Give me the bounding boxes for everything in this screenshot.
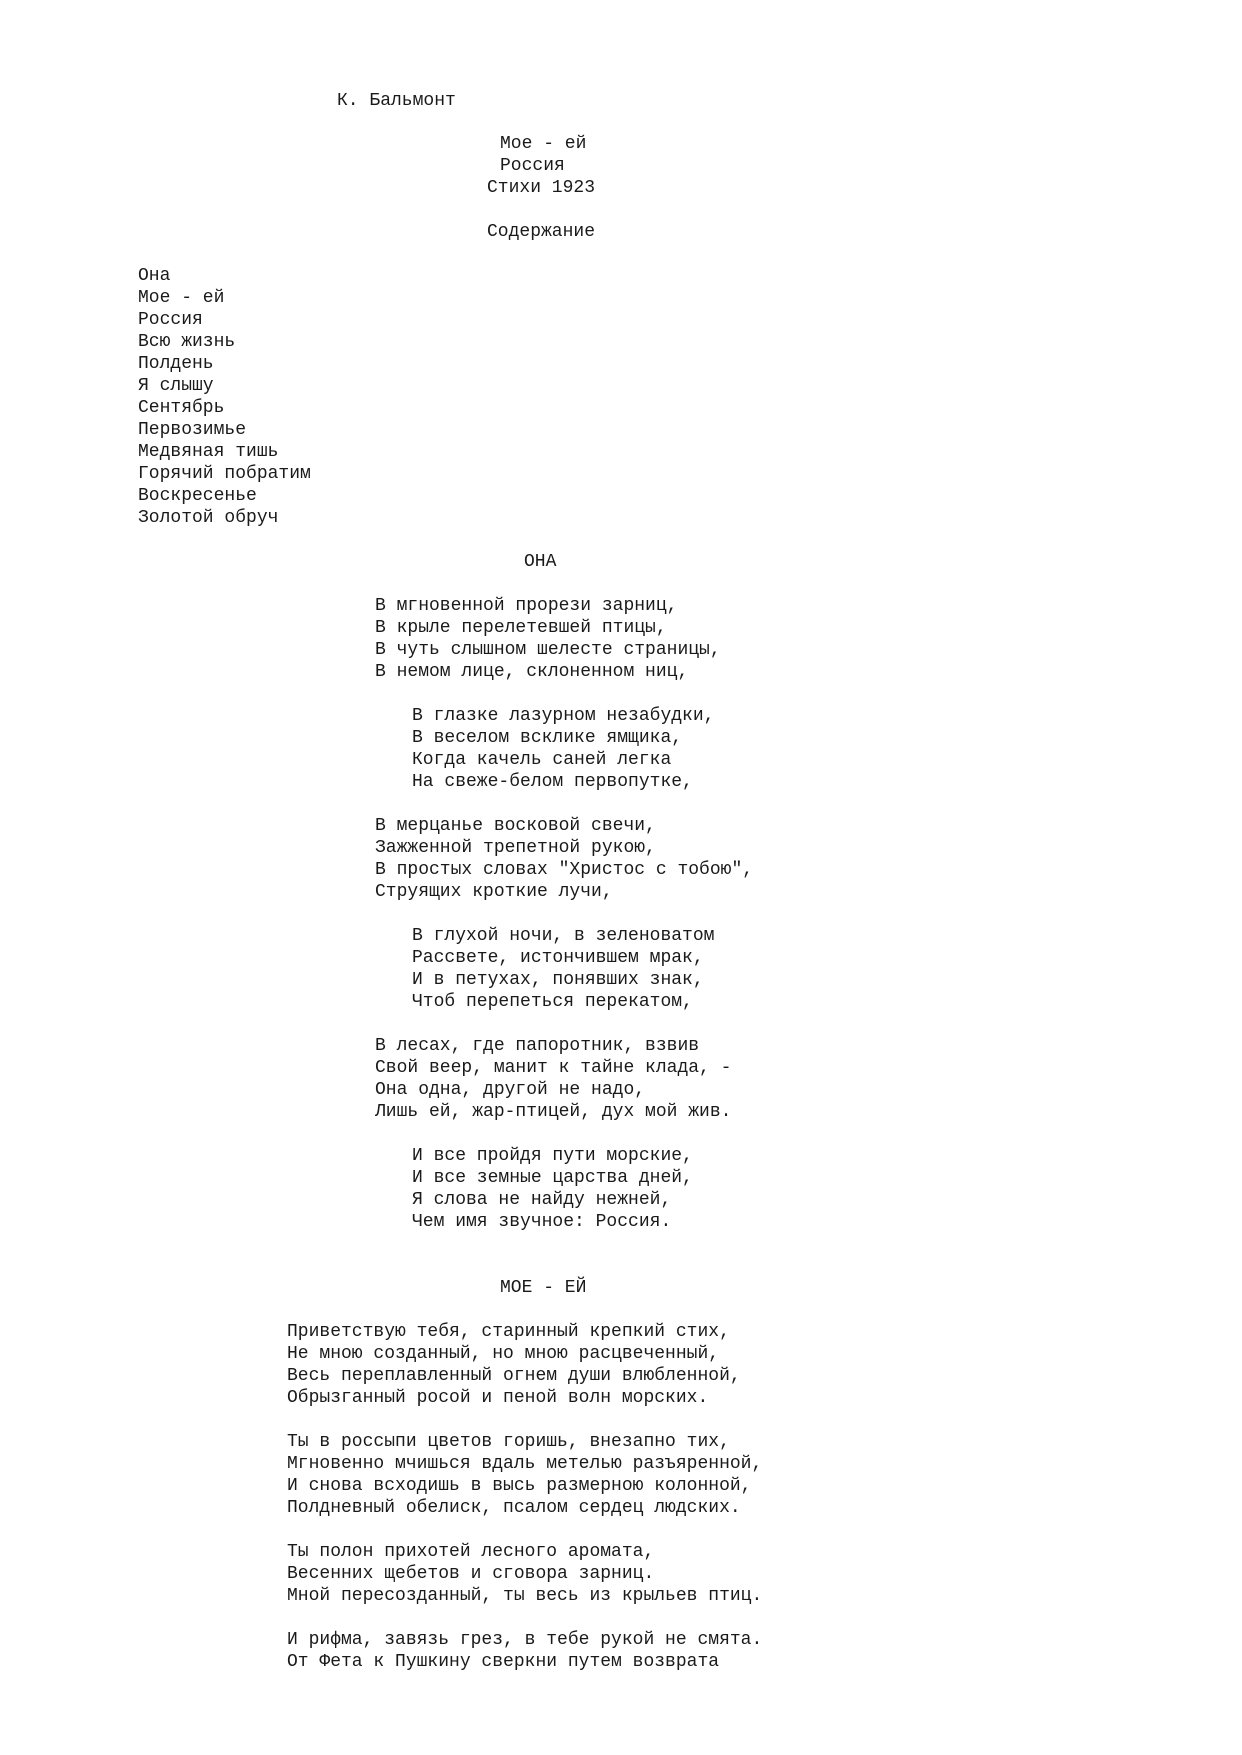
poem-line: В простых словах "Христос с тобою",	[375, 860, 754, 880]
poem-line: Приветствую тебя, старинный крепкий стих,	[287, 1322, 730, 1342]
contents-item: Полдень	[138, 354, 214, 374]
poem-line: Мгновенно мчишься вдаль метелью разъяренной,	[287, 1454, 763, 1474]
contents-item: Сентябрь	[138, 398, 225, 418]
poem-line: В мгновенной прорези зарниц,	[375, 596, 678, 616]
poem-line: И снова всходишь в высь размерною колонной,	[287, 1476, 752, 1496]
book-title: Мое - ей	[500, 134, 587, 154]
poem-line: Струящих кроткие лучи,	[375, 882, 613, 902]
contents-item: Она	[138, 266, 171, 286]
poem-line: Не мною созданный, но мною расцвеченный,	[287, 1344, 720, 1364]
contents-item: Горячий побратим	[138, 464, 311, 484]
contents-item: Россия	[138, 310, 203, 330]
poem-title: МОЕ - ЕЙ	[500, 1278, 587, 1298]
poem-line: В глухой ночи, в зеленоватом	[412, 926, 715, 946]
poem-line: Когда качель саней легка	[412, 750, 672, 770]
poem-line: Весенних щебетов и сговора зарниц.	[287, 1564, 655, 1584]
poem-line: Она одна, другой не надо,	[375, 1080, 646, 1100]
poem-line: Весь переплавленный огнем души влюбленной,	[287, 1366, 741, 1386]
poem-line: В крыле перелетевшей птицы,	[375, 618, 667, 638]
author-name: К. Бальмонт	[337, 91, 456, 111]
poem-line: Свой веер, манит к тайне клада, -	[375, 1058, 732, 1078]
contents-item: Воскресенье	[138, 486, 257, 506]
poem-line: Лишь ей, жар-птицей, дух мой жив.	[375, 1102, 732, 1122]
contents-item: Всю жизнь	[138, 332, 236, 352]
poem-line: Полдневный обелиск, псалом сердец людских.	[287, 1498, 741, 1518]
poem-line: В немом лице, склоненном ниц,	[375, 662, 689, 682]
poem-line: В чуть слышном шелесте страницы,	[375, 640, 721, 660]
poem-line: Зажженной трепетной рукою,	[375, 838, 656, 858]
poem-line: Рассвете, истончившем мрак,	[412, 948, 704, 968]
poem-line: В глазке лазурном незабудки,	[412, 706, 715, 726]
book-year: Стихи 1923	[487, 178, 596, 198]
poem-line: Обрызганный росой и пеной волн морских.	[287, 1388, 709, 1408]
poem-title: ОНА	[524, 552, 557, 572]
contents-item: Мое - ей	[138, 288, 225, 308]
poem-line: Ты полон прихотей лесного аромата,	[287, 1542, 655, 1562]
poem-line: Мной пересозданный, ты весь из крыльев птиц.	[287, 1586, 763, 1606]
poem-line: В веселом всклике ямщика,	[412, 728, 683, 748]
poem-line: Чем имя звучное: Россия.	[412, 1212, 672, 1232]
poem-line: На свеже-белом первопутке,	[412, 772, 693, 792]
poem-line: И в петухах, понявших знак,	[412, 970, 704, 990]
contents-item: Первозимье	[138, 420, 247, 440]
contents-item: Я слышу	[138, 376, 214, 396]
contents-item: Медвяная тишь	[138, 442, 279, 462]
poem-line: От Фета к Пушкину сверкни путем возврата	[287, 1652, 720, 1672]
poem-line: В мерцанье восковой свечи,	[375, 816, 656, 836]
contents-heading: Содержание	[487, 222, 596, 242]
poem-line: В лесах, где папоротник, взвив	[375, 1036, 700, 1056]
poem-line: И рифма, завязь грез, в тебе рукой не смята.	[287, 1630, 763, 1650]
poem-line: Я слова не найду нежней,	[412, 1190, 672, 1210]
poem-line: И все пройдя пути морские,	[412, 1146, 693, 1166]
poem-line: Ты в россыпи цветов горишь, внезапно тих,	[287, 1432, 730, 1452]
poem-line: Чтоб перепеться перекатом,	[412, 992, 693, 1012]
book-subtitle: Россия	[500, 156, 565, 176]
poem-line: И все земные царства дней,	[412, 1168, 693, 1188]
contents-item: Золотой обруч	[138, 508, 279, 528]
